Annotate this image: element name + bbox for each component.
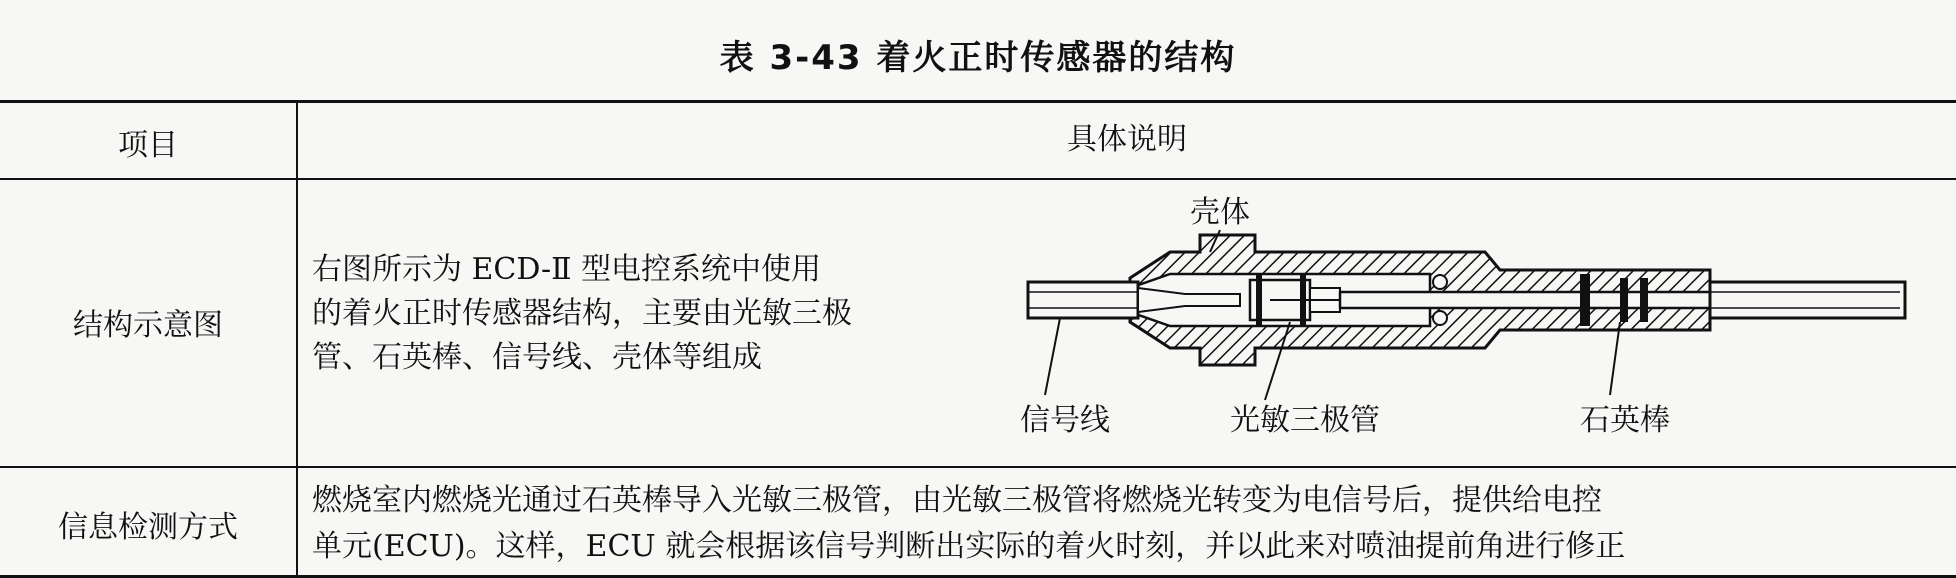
detection-text-line: 单元(ECU)。这样，ECU 就会根据该信号判断出实际的着火时刻，并以此来对喷油提前角进行修正 (312, 529, 1626, 564)
table-title: 表 3-43 着火正时传感器的结构 (719, 38, 1237, 78)
signal-wire-shape (1028, 282, 1138, 318)
sensor-structure-figure (1020, 190, 1940, 460)
label-shell: 壳体 (1190, 195, 1250, 230)
header-item: 项目 (118, 128, 178, 163)
detection-text (312, 478, 1625, 570)
label-signal-wire: 信号线 (1020, 403, 1110, 438)
header-description: 具体说明 (1067, 122, 1187, 157)
structure-text-line: 的着火正时传感器结构，主要由光敏三极 (312, 296, 852, 331)
header-bottom-rule (0, 178, 1956, 180)
structure-text-line: 右图所示为 ECD-Ⅱ 型电控系统中使用 (312, 252, 822, 287)
detection-text-line: 燃烧室内燃烧光通过石英棒导入光敏三极管，由光敏三极管将燃烧光转变为电信号后，提供给电控 (312, 483, 1602, 518)
structure-text-line: 管、石英棒、信号线、壳体等组成 (312, 340, 762, 375)
signal-wire-leader (1045, 318, 1060, 395)
row-label-detection: 信息检测方式 (58, 510, 238, 545)
row-divider-rule (0, 466, 1956, 468)
column-divider (296, 100, 298, 578)
label-quartz-rod: 石英棒 (1580, 403, 1670, 438)
table-top-rule (0, 100, 1956, 103)
row-label-structure: 结构示意图 (73, 308, 223, 343)
quartz-rod-leader (1610, 322, 1620, 395)
structure-text (312, 248, 852, 380)
label-phototransistor: 光敏三极管 (1230, 403, 1380, 438)
